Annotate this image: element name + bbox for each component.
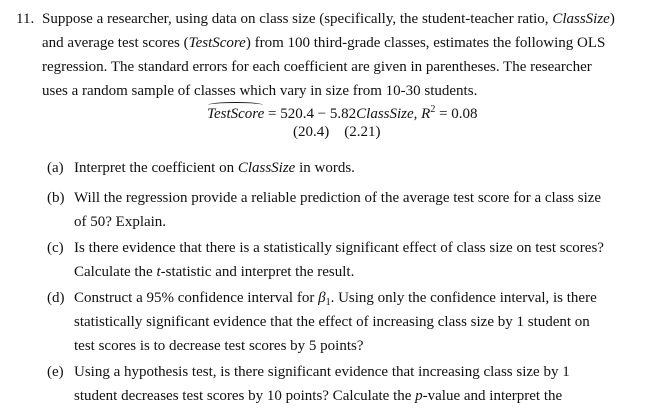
part-b-line-2: of 50? Explain. bbox=[74, 214, 167, 230]
part-d-line-3: test scores is to decrease test scores by 5 points? bbox=[74, 338, 364, 354]
intro-line-3: regression. The standard errors for each coefficient are given in parentheses. The researcher bbox=[42, 59, 592, 75]
part-e-label: (e) bbox=[47, 364, 64, 380]
r-squared-exponent: 2 bbox=[430, 104, 436, 115]
var-classsize: ClassSize bbox=[237, 160, 296, 176]
part-c-line-1: Is there evidence that there is a statistically significant effect of class size on test scores? bbox=[74, 240, 604, 256]
beta-subscript: 1 bbox=[325, 297, 331, 308]
var-testscore: TestScore bbox=[188, 35, 246, 51]
part-text: -value and interpret the bbox=[422, 388, 563, 404]
part-d-line-1 bbox=[74, 289, 597, 312]
equation-lhs: TestScore bbox=[207, 106, 265, 122]
part-text: in words. bbox=[295, 160, 355, 176]
part-a-label: (a) bbox=[47, 160, 64, 176]
part-text: Interpret the coefficient on bbox=[74, 160, 238, 176]
part-e-line-1: Using a hypothesis test, is there significant evidence that increasing class size by 1 bbox=[74, 364, 570, 380]
r-squared-symbol: R bbox=[421, 106, 431, 122]
var-classsize: ClassSize bbox=[552, 11, 610, 27]
part-text: -statistic and interpret the result. bbox=[160, 264, 355, 280]
intro-line-1 bbox=[42, 10, 615, 28]
t-symbol: t bbox=[156, 264, 161, 280]
equation-coefs: = 520.4 − 5.82 bbox=[264, 106, 357, 122]
part-d-line-2: statistically significant evidence that the effect of increasing class size by 1 student on bbox=[74, 314, 590, 330]
regression-equation bbox=[207, 101, 478, 123]
intro-text: and average test scores ( bbox=[42, 35, 189, 51]
intro-text: ) from 100 third-grade classes, estimates the following OLS bbox=[245, 35, 606, 51]
part-d-label: (d) bbox=[47, 290, 65, 306]
part-text: Construct a 95% confidence interval for bbox=[74, 290, 319, 306]
p-symbol: p bbox=[415, 388, 423, 404]
part-b-line-1: Will the regression provide a reliable prediction of the average test score for a class size bbox=[74, 190, 602, 206]
part-text: Calculate the bbox=[74, 264, 157, 280]
part-b-label: (b) bbox=[47, 190, 65, 206]
intro-line-4: uses a random sample of classes which vary in size from 10-30 students. bbox=[42, 83, 478, 99]
beta-symbol: β bbox=[318, 290, 326, 306]
problem-number: 11. bbox=[16, 11, 35, 27]
r-squared-value: = 0.08 bbox=[435, 106, 478, 122]
part-c-label: (c) bbox=[47, 240, 64, 256]
part-text: . Using only the confidence interval, is there bbox=[330, 290, 597, 306]
intro-text: ) bbox=[609, 11, 615, 27]
equation-comma: , bbox=[413, 106, 422, 122]
equation-var: ClassSize bbox=[356, 106, 414, 122]
part-text: student decreases test scores by 10 points? Calculate the bbox=[74, 388, 416, 404]
intro-line-2 bbox=[42, 34, 605, 52]
part-c-line-2 bbox=[74, 263, 354, 281]
intro-text: Suppose a researcher, using data on class size (specifically, the student-teacher ratio, bbox=[42, 11, 553, 27]
standard-errors: (20.4) (2.21) bbox=[293, 124, 381, 140]
part-a-text bbox=[74, 159, 355, 177]
part-e-line-2 bbox=[74, 387, 562, 405]
